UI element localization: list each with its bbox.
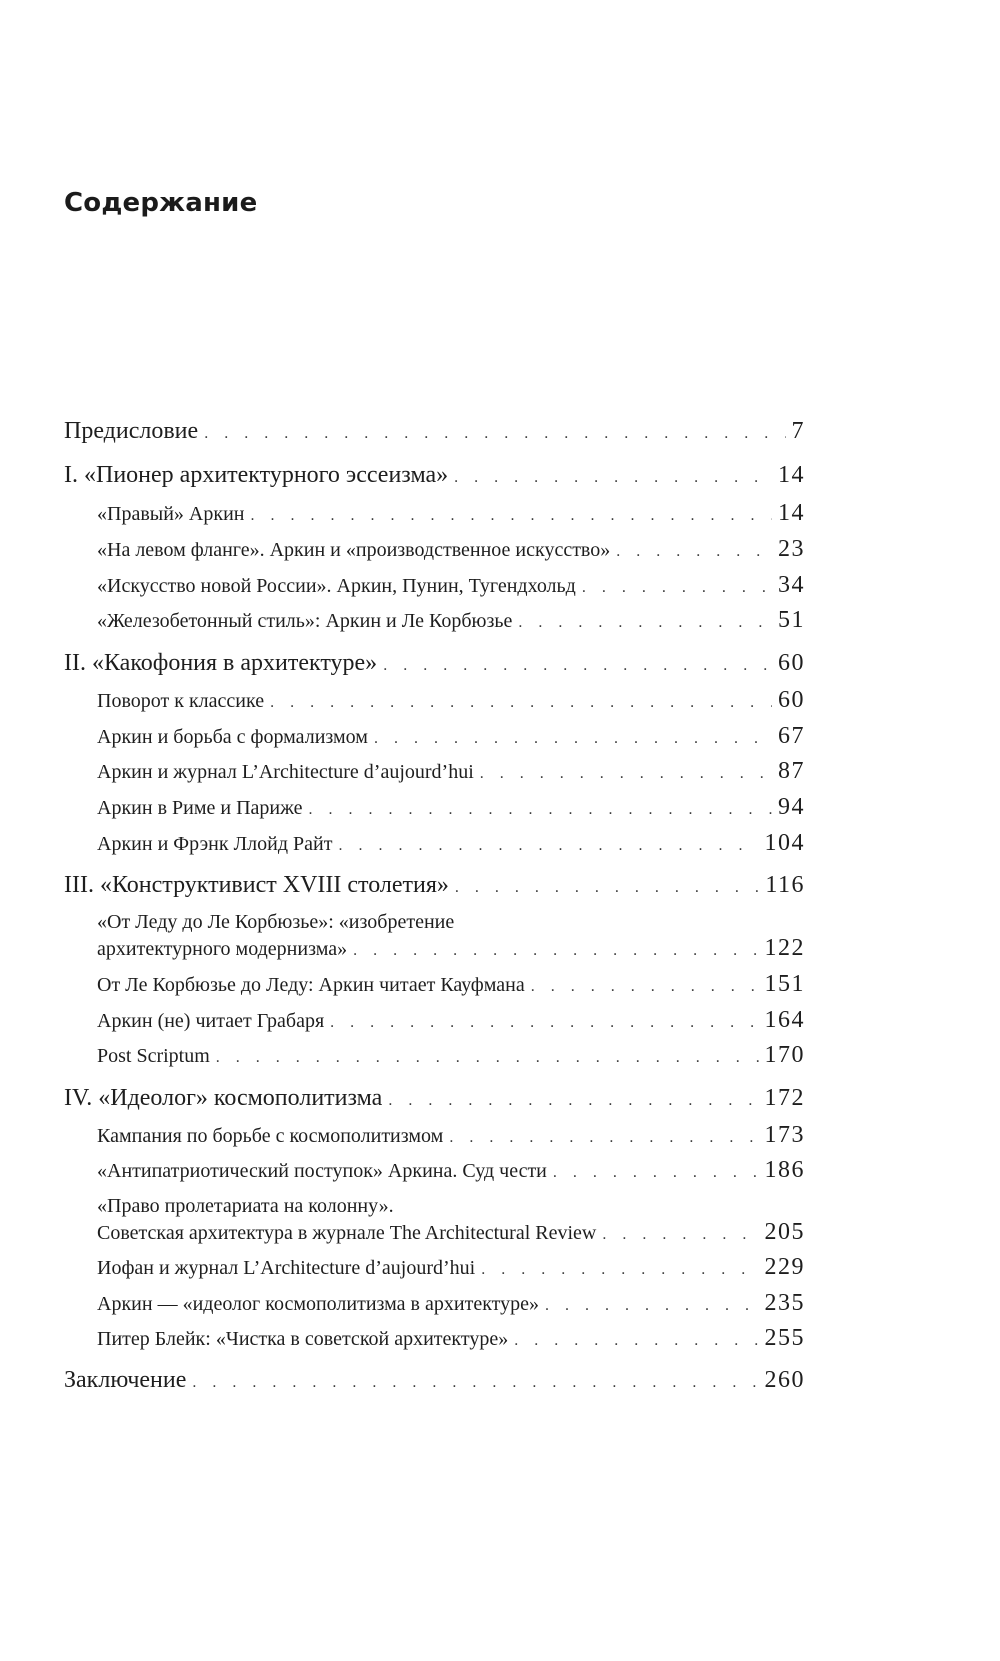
toc-entry-page: 60 <box>778 687 805 713</box>
toc-section <box>97 500 805 527</box>
toc-chapter-title: III. «Конструктивист XVIII столетия» <box>64 872 449 898</box>
toc-entry-page: 60 <box>778 650 805 676</box>
toc-section <box>97 572 805 599</box>
toc-chapter-2 <box>64 650 805 677</box>
toc-section <box>97 1290 805 1317</box>
toc-entry-page: 87 <box>778 758 805 784</box>
toc-section <box>97 1219 805 1246</box>
toc-section <box>97 1325 805 1352</box>
dot-leader <box>330 1014 758 1032</box>
toc-entry-conclusion <box>64 1367 805 1394</box>
toc-section <box>97 1254 805 1281</box>
dot-leader <box>250 507 772 525</box>
dot-leader <box>514 1332 758 1350</box>
toc-entry-page: 7 <box>791 418 805 444</box>
toc-entry-page: 151 <box>764 971 805 997</box>
toc-chapter-title: I. «Пионер архитектурного эссеизма» <box>64 462 449 488</box>
toc-section <box>97 971 805 998</box>
dot-leader <box>553 1164 759 1182</box>
toc-entry-page: 34 <box>778 572 805 598</box>
toc-chapter-3 <box>64 872 805 899</box>
dot-leader <box>454 469 772 487</box>
toc-section <box>97 1157 805 1184</box>
dot-leader <box>309 801 772 819</box>
toc-section <box>97 1122 805 1149</box>
dot-leader <box>353 942 758 960</box>
toc-entry-page: 116 <box>765 872 805 898</box>
dot-leader <box>270 694 772 712</box>
toc-section-title-line1: «От Леду до Ле Корбюзье»: «изобретение <box>97 911 455 933</box>
toc-section <box>97 935 805 962</box>
toc-section <box>97 607 805 634</box>
toc-entry-title: Предисловие <box>64 418 199 444</box>
toc-entry-page: 235 <box>764 1290 805 1316</box>
toc-section-title: архитектурного модернизма» <box>97 938 348 960</box>
dot-leader <box>480 765 772 783</box>
dot-leader <box>455 879 760 897</box>
toc-entry-page: 14 <box>778 500 805 526</box>
toc-entry-preface <box>64 418 805 445</box>
toc-section <box>97 830 805 857</box>
dot-leader <box>388 1092 758 1110</box>
toc-entry-page: 122 <box>764 935 805 961</box>
toc-entry-page: 51 <box>778 607 805 633</box>
toc-section-title: «Искусство новой России». Аркин, Пунин, Тугендхольд <box>97 575 576 597</box>
toc-section-title: Аркин — «идеолог космополитизма в архитектуре» <box>97 1293 540 1315</box>
toc-section-title: Аркин в Риме и Париже <box>97 797 303 819</box>
dot-leader <box>616 543 772 561</box>
toc-section-title: От Ле Корбюзье до Леду: Аркин читает Кауфмана <box>97 974 525 996</box>
toc-section-title: Аркин и журнал L’Architecture d’aujourd’hui <box>97 761 474 783</box>
toc-entry-page: 229 <box>764 1254 805 1280</box>
toc-chapter-title: IV. «Идеолог» космополитизма <box>64 1085 383 1111</box>
toc-section-title: Советская архитектура в журнале The Architectural Review <box>97 1222 597 1244</box>
toc-section-title: Аркин (не) читает Грабаря <box>97 1010 325 1032</box>
toc-section-title: «Железобетонный стиль»: Аркин и Ле Корбюзье <box>97 610 513 632</box>
page-title: Содержание <box>64 188 258 218</box>
dot-leader <box>383 657 772 675</box>
toc-section <box>97 536 805 563</box>
toc-section-title: «Правый» Аркин <box>97 503 245 525</box>
dot-leader <box>449 1129 758 1147</box>
dot-leader <box>216 1049 759 1067</box>
toc-section-title: Иофан и журнал L’Architecture d’aujourd’hui <box>97 1257 476 1279</box>
dot-leader <box>374 730 772 748</box>
toc-section <box>97 1042 805 1069</box>
toc-entry-page: 94 <box>778 794 805 820</box>
toc-section-title: Кампания по борьбе с космополитизмом <box>97 1125 444 1147</box>
toc-entry-page: 173 <box>764 1122 805 1148</box>
toc-entry-page: 255 <box>764 1325 805 1351</box>
toc-section-title: «На левом фланге». Аркин и «производственное искусство» <box>97 539 611 561</box>
toc-section <box>97 723 805 750</box>
dot-leader <box>481 1261 758 1279</box>
toc-section <box>97 687 805 714</box>
toc-section-title: Аркин и борьба с формализмом <box>97 726 368 748</box>
toc-section-title: Питер Блейк: «Чистка в советской архитектуре» <box>97 1328 509 1350</box>
toc-entry-page: 170 <box>764 1042 805 1068</box>
toc-entry-page: 14 <box>778 462 805 488</box>
toc-section <box>97 758 805 785</box>
toc-entry-title: Заключение <box>64 1367 187 1393</box>
toc-section-title: «Антипатриотический поступок» Аркина. Суд чести <box>97 1160 547 1182</box>
dot-leader <box>204 425 785 443</box>
dot-leader <box>531 978 759 996</box>
toc-chapter-1 <box>64 462 805 489</box>
dot-leader <box>545 1297 758 1315</box>
toc-entry-page: 67 <box>778 723 805 749</box>
toc-entry-page: 23 <box>778 536 805 562</box>
toc-entry-page: 260 <box>764 1367 805 1393</box>
toc-chapter-title: II. «Какофония в архитектуре» <box>64 650 378 676</box>
toc-entry-page: 205 <box>764 1219 805 1245</box>
toc-entry-page: 186 <box>764 1157 805 1183</box>
toc-section-title: Поворот к классике <box>97 690 265 712</box>
toc-section <box>97 1007 805 1034</box>
toc-section-title: Аркин и Фрэнк Ллойд Райт <box>97 833 333 855</box>
toc-entry-page: 104 <box>764 830 805 856</box>
toc-entry-page: 164 <box>764 1007 805 1033</box>
toc-section <box>97 794 805 821</box>
dot-leader <box>338 837 758 855</box>
toc-section-title-line1: «Право пролетариата на колонну». <box>97 1195 394 1217</box>
toc-section-title: Post Scriptum <box>97 1045 210 1067</box>
toc-chapter-4 <box>64 1085 805 1112</box>
dot-leader <box>602 1226 758 1244</box>
toc-entry-page: 172 <box>764 1085 805 1111</box>
dot-leader <box>582 579 772 597</box>
dot-leader <box>192 1374 758 1392</box>
dot-leader <box>518 614 772 632</box>
